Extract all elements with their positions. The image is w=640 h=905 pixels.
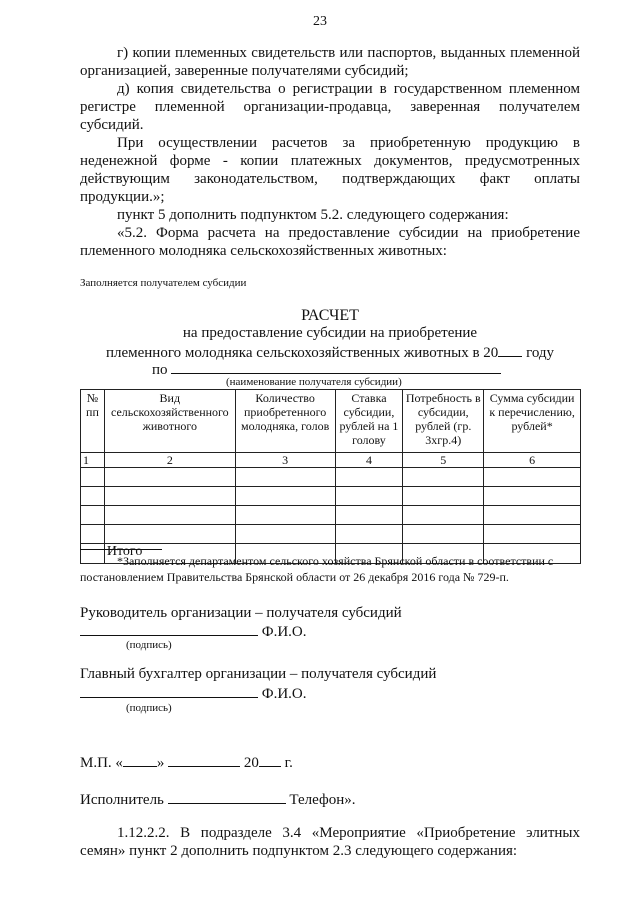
accountant-signature-caption: (подпись) (126, 702, 172, 714)
accountant-title: Главный бухгалтер организации – получателя субсидий (80, 666, 437, 682)
total-label: Итого (104, 544, 235, 564)
accountant-fio: Ф.И.О. (261, 686, 307, 702)
year-prefix: 20 (243, 755, 259, 771)
day-blank (123, 753, 157, 767)
recipient-caption: (наименование получателя субсидии) (226, 376, 402, 388)
form-fill-note: Заполняется получателем субсидии (80, 277, 247, 289)
final-paragraph: 1.12.2.2. В подразделе 3.4 «Мероприятие «Приобретение элитных семян» пункт 2 дополнить подпунктом 2.3 следующего содержания: (80, 825, 580, 859)
page-number: 23 (313, 14, 327, 29)
item-g: г) копии племенных свидетельств или паспортов, выданных племенной организацией, заверенные получателями субсидий; (80, 45, 580, 79)
header-num: № пп (81, 390, 105, 453)
col-number: 2 (104, 453, 235, 468)
form-subtitle-2-suffix: году (526, 345, 555, 361)
year-suffix: г. (284, 755, 293, 771)
table-row (81, 468, 581, 487)
head-signature-caption: (подпись) (126, 639, 172, 651)
table-header-row (81, 390, 581, 453)
phone-label: Телефон». (289, 792, 356, 808)
header-need: Потребность в субсидии, рублей (гр. 3хгр.4) (403, 390, 484, 453)
header-animal-type: Вид сельскохозяйственного животного (104, 390, 235, 453)
paragraph-point5: пункт 5 дополнить подпунктом 5.2. следующего содержания: (117, 207, 509, 223)
calculation-table (80, 389, 581, 564)
executor-line (80, 790, 355, 809)
head-signature-blank (80, 622, 258, 636)
month-blank (168, 753, 240, 767)
accountant-signature-line (80, 684, 307, 703)
col-number: 1 (81, 453, 105, 468)
po-label: по (152, 362, 168, 378)
mp-label: М.П. (80, 755, 112, 771)
footnote: *Заполняется департаментом сельского хозяйства Брянской области в соответствии с постановлением Правительства Брянской области от 26 декабря 2016 года № 729-п. (80, 554, 554, 584)
form-subtitle-2-prefix: племенного молодняка сельскохозяйственных животных в 20 (105, 345, 499, 361)
table-row (81, 487, 581, 506)
year-blank (498, 343, 522, 357)
open-quote: « (115, 755, 123, 771)
col-number: 5 (403, 453, 484, 468)
head-signature-line (80, 622, 307, 641)
header-rate: Ставка субсидии, рублей на 1 голову (335, 390, 403, 453)
column-numbers-row (81, 453, 581, 468)
accountant-signature-blank (80, 684, 258, 698)
form-title: РАСЧЕТ (301, 307, 359, 324)
form-subtitle-1: на предоставление субсидии на приобретение (182, 325, 478, 341)
head-title: Руководитель организации – получателя субсидий (80, 605, 402, 621)
header-quantity: Количество приобретенного молодняка, голов (235, 390, 335, 453)
item-d: д) копия свидетельства о регистрации в государственном племенном регистре племенной организации-продавца, заверенная получателем субсидий. (80, 81, 580, 133)
footnote-divider (80, 549, 162, 550)
col-number: 3 (235, 453, 335, 468)
paragraph-form-intro: «5.2. Форма расчета на предоставление субсидии на приобретение племенного молодняка сельскохозяйственных животных: (80, 225, 580, 259)
col-number: 6 (484, 453, 581, 468)
executor-blank (168, 790, 286, 804)
table-row (81, 506, 581, 525)
header-sum: Сумма субсидии к перечислению, рублей* (484, 390, 581, 453)
head-fio: Ф.И.О. (261, 624, 307, 640)
col-number: 4 (335, 453, 403, 468)
paragraph-noncash: При осуществлении расчетов за приобретенную продукцию в неденежной форме - копии платежных документов, предусмотренных действующим законодательством, подтверждающих факт оплаты продукции.»; (80, 135, 580, 205)
close-quote: » (156, 755, 165, 771)
table-row (81, 525, 581, 544)
recipient-blank (171, 360, 501, 374)
date-year-blank (259, 753, 281, 767)
stamp-date-line (80, 753, 293, 772)
executor-label: Исполнитель (80, 792, 164, 808)
